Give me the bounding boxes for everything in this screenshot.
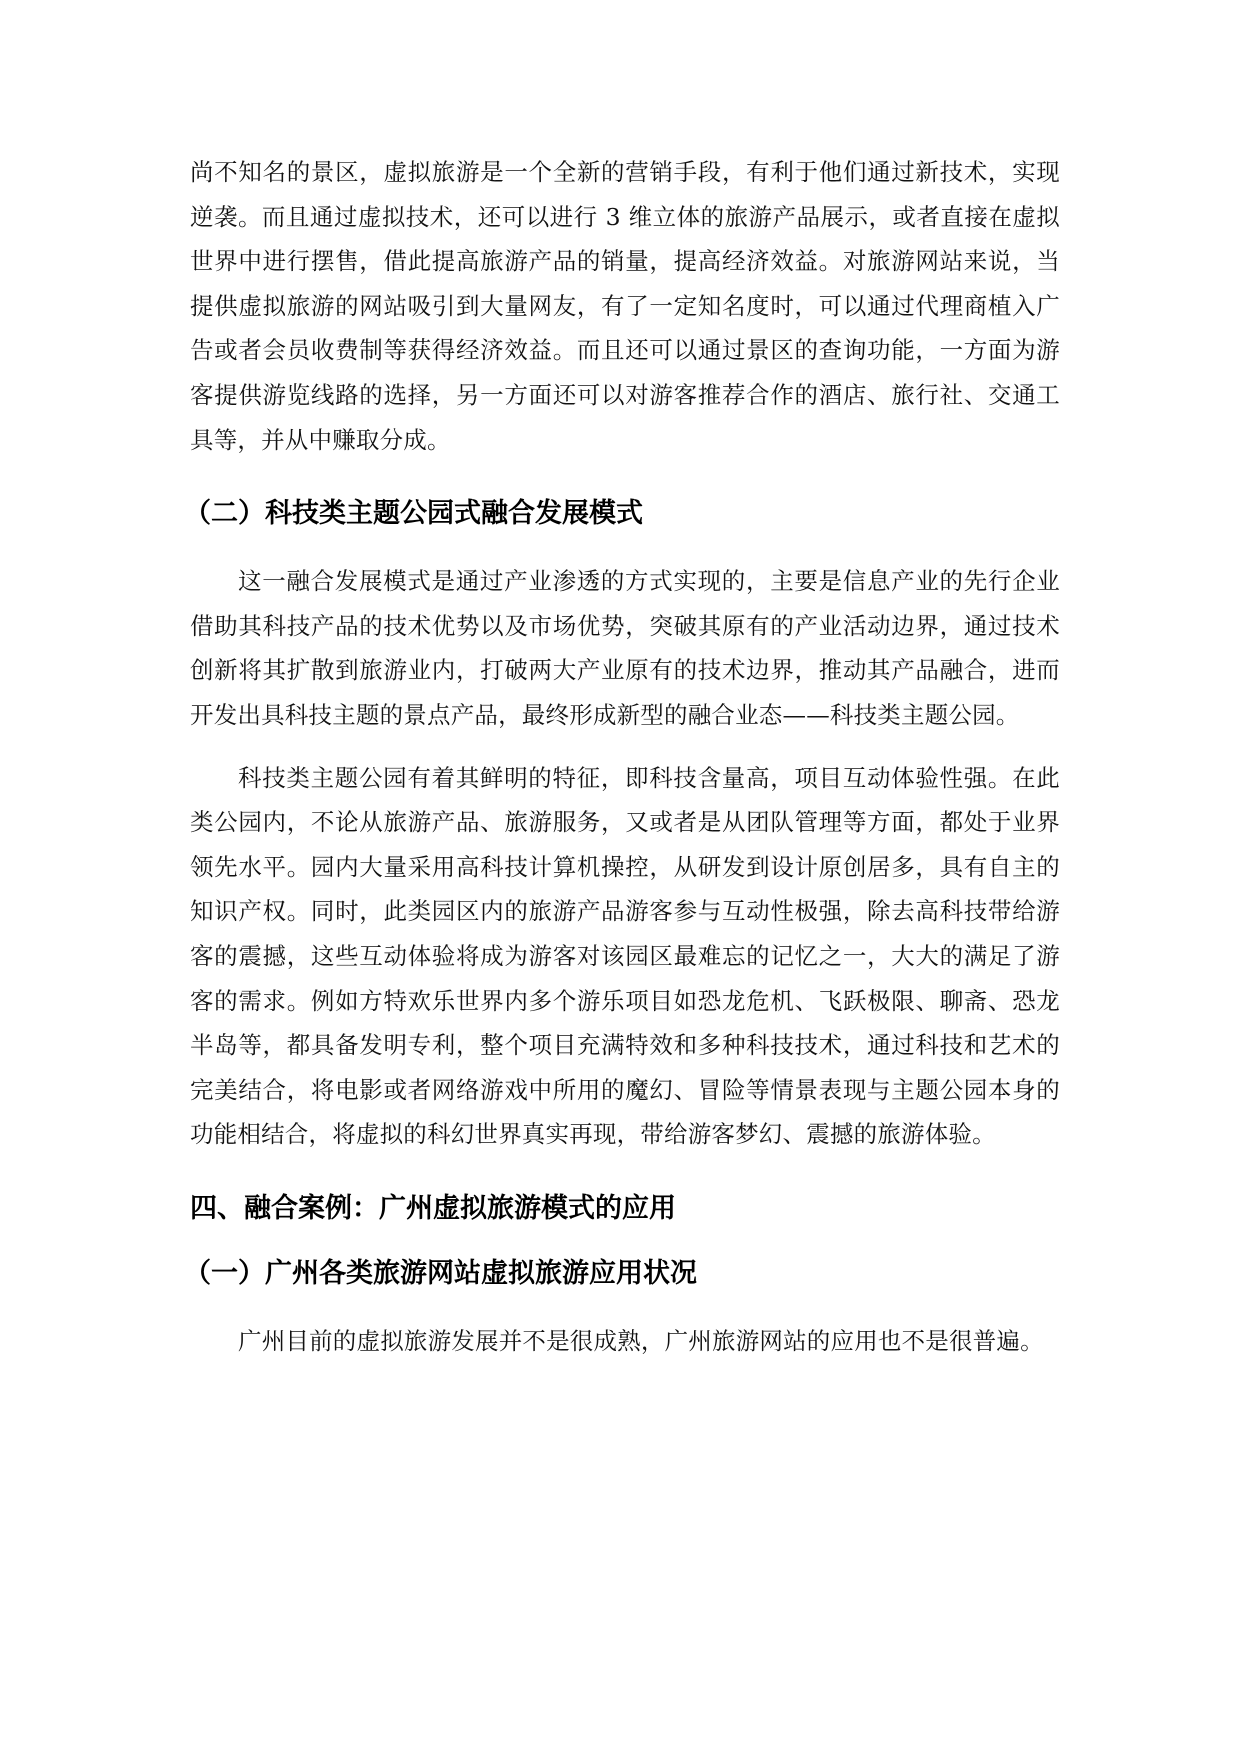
spacer <box>190 1229 1060 1254</box>
spacer <box>190 1157 1060 1189</box>
paragraph-industry-penetration: 这一融合发展模式是通过产业渗透的方式实现的，主要是信息产业的先行企业借助其科技产品的技术优势以及市场优势，突破其原有的产业活动边界，通过技术创新将其扩散到旅游业内，打破两大产业原有的技术边界，推动其产品融合，进而开发出具科技主题的景点产品，最终形成新型的融合业态——科技类主题公园。 <box>190 567 1060 729</box>
spacer <box>190 1294 1060 1319</box>
subsection-heading-guangzhou-websites: （一）广州各类旅游网站虚拟旅游应用状况 <box>184 1257 697 1289</box>
spacer <box>190 534 1060 559</box>
spacer <box>190 462 1060 494</box>
paragraph-virtual-tourism-marketing: 尚不知名的景区，虚拟旅游是一个全新的营销手段，有利于他们通过新技术，实现逆袭。而且通过虚拟技术，还可以进行 3 维立体的旅游产品展示，或者直接在虚拟世界中进行摆售，借此提高旅游产品的销量，提高经济效益。对旅游网站来说，当提供虚拟旅游的网站吸引到大量网友，有了一定知名度时，可以通过代理商植入广告或者会员收费制等获得经济效益。而且还可以通过景区的查询功能，一方面为游客提供游览线路的选择，另一方面还可以对游客推荐合作的酒店、旅行社、交通工具等，并从中赚取分成。 <box>190 158 1060 454</box>
spacer <box>190 738 1060 756</box>
paragraph-theme-park-features: 科技类主题公园有着其鲜明的特征，即科技含量高，项目互动体验性强。在此类公园内，不论从旅游产品、旅游服务，又或者是从团队管理等方面，都处于业界领先水平。园内大量采用高科技计算机操控，从研发到设计原创居多，具有自主的知识产权。同时，此类园区内的旅游产品游客参与互动性极强，除去高科技带给游客的震撼，这些互动体验将成为游客对该园区最难忘的记忆之一，大大的满足了游客的需求。例如方特欢乐世界内多个游乐项目如恐龙危机、飞跃极限、聊斋、恐龙半岛等，都具备发明专利，整个项目充满特效和多种科技技术，通过科技和艺术的完美结合，将电影或者网络游戏中所用的魔幻、冒险等情景表现与主题公园本身的功能相结合，将虚拟的科幻世界真实再现，带给游客梦幻、震撼的旅游体验。 <box>190 763 1060 1149</box>
section-heading-guangzhou-case: 四、融合案例：广州虚拟旅游模式的应用 <box>190 1192 676 1224</box>
document-page <box>184 150 1060 1363</box>
paragraph-guangzhou-status: 广州目前的虚拟旅游发展并不是很成熟，广州旅游网站的应用也不是很普遍。 <box>238 1326 1044 1355</box>
subsection-heading-theme-park-model: （二）科技类主题公园式融合发展模式 <box>184 498 643 530</box>
